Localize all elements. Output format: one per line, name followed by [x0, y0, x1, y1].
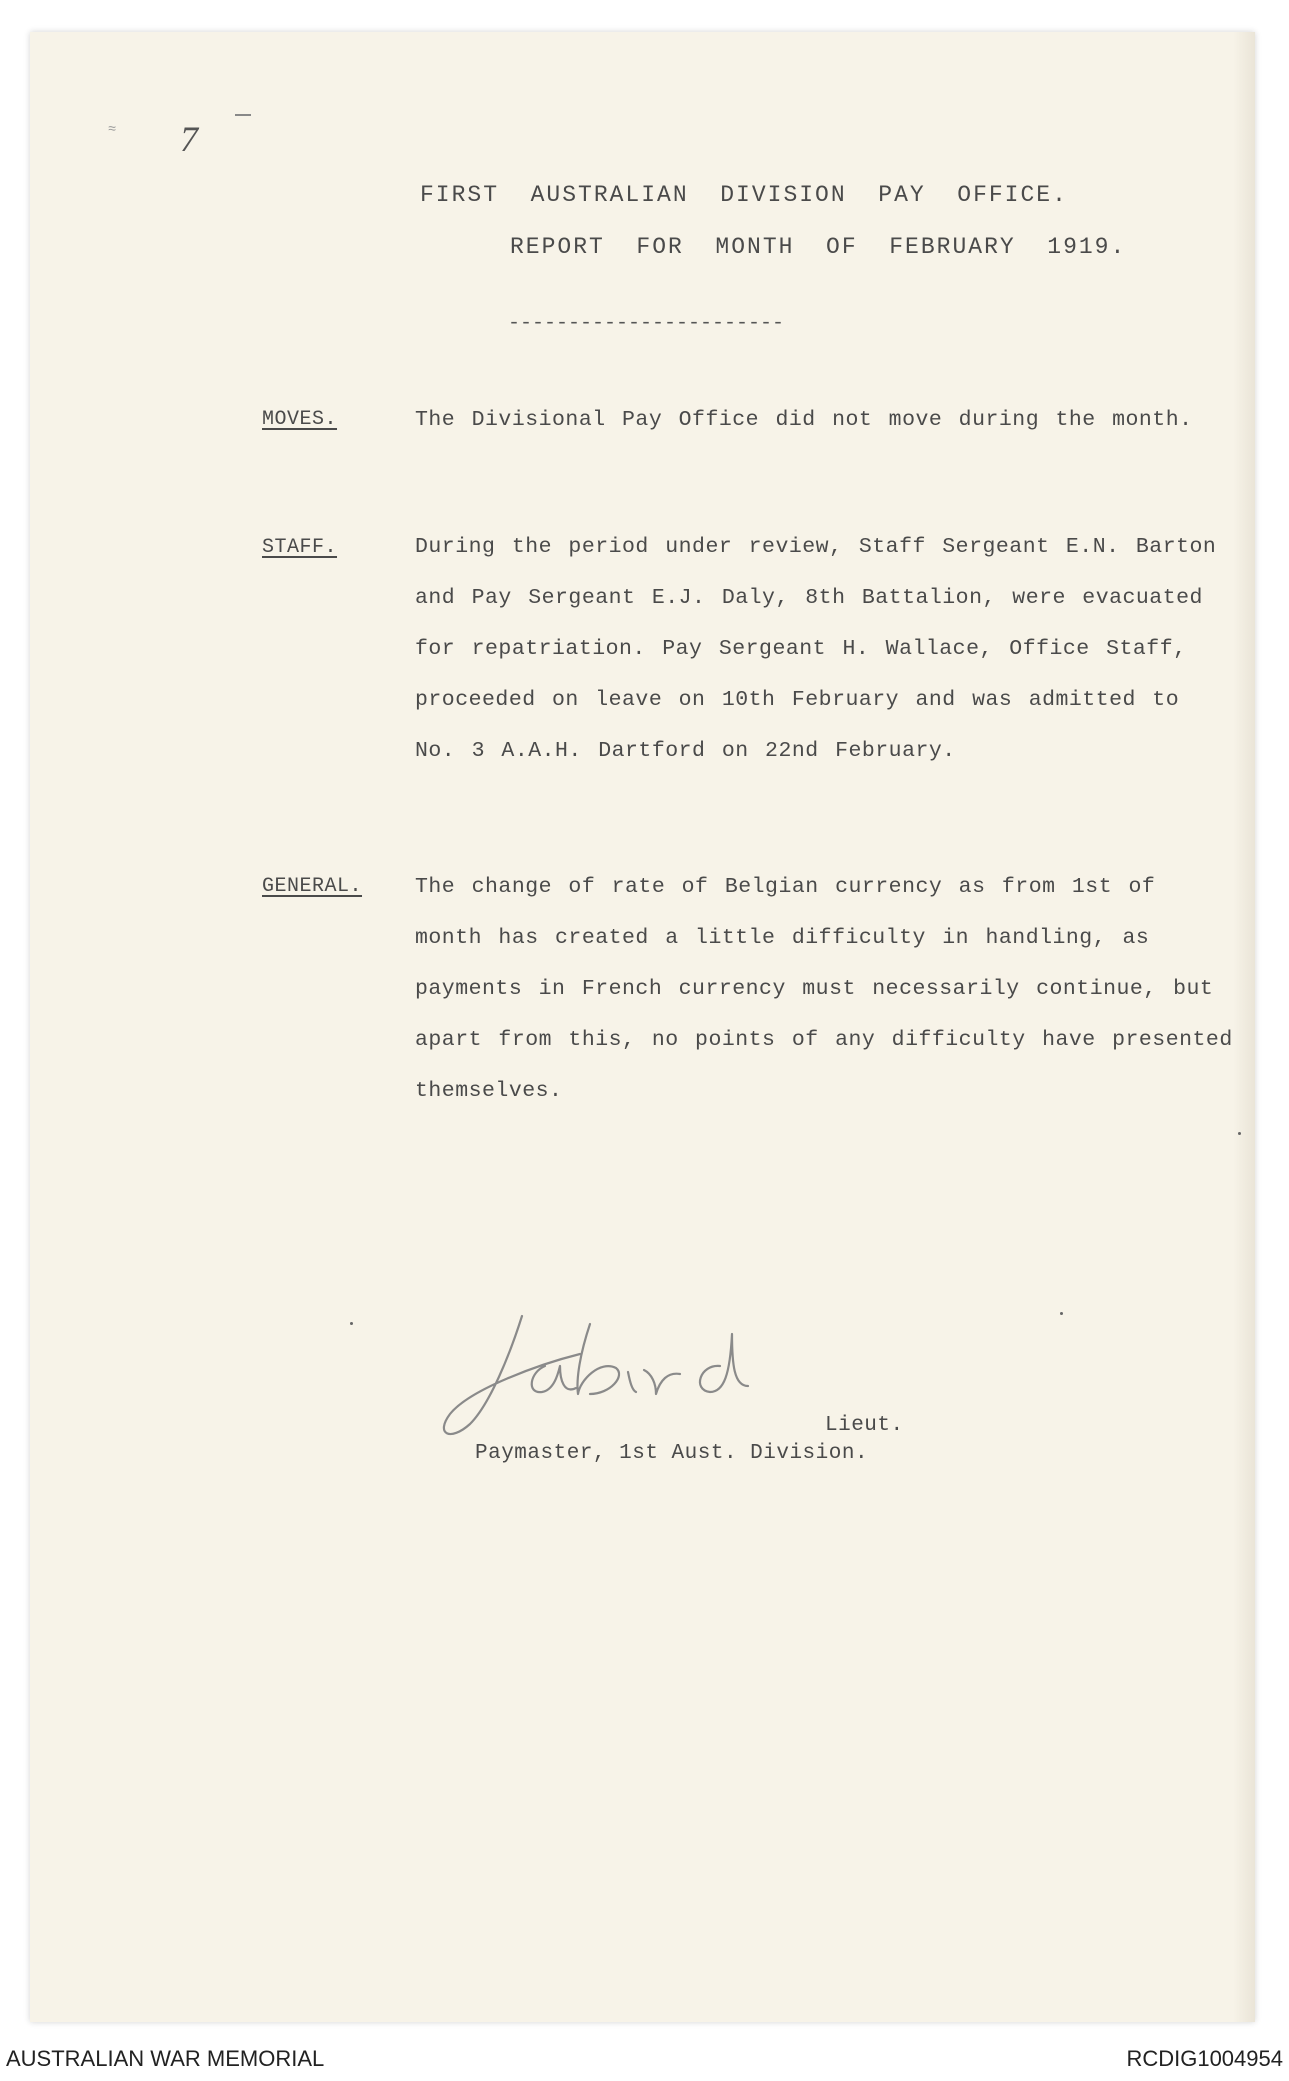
paper-speck: [350, 1322, 353, 1325]
section-text-staff: During the period under review, Staff Sergeant E.N. Barton and Pay Sergeant E.J. Daly, 8th Battalion, were evacuated for repatriation. Pay Sergeant H. Wallace, Office Staff, proceeded on leave on 10th February and was admitted to No. 3 A.A.H. Dartford on 22nd February.: [415, 535, 1217, 763]
title-rule: -----------------------: [508, 312, 785, 335]
margin-mark: ≈: [108, 122, 117, 138]
signature: [430, 1294, 830, 1454]
page-number-dash: [235, 114, 251, 116]
section-text-moves: The Divisional Pay Office did not move during the month.: [415, 408, 1193, 432]
paper-speck: [1238, 1132, 1241, 1135]
signatory-rank: Lieut.: [825, 1414, 904, 1437]
section-text-general: The change of rate of Belgian currency as from 1st of month has created a little difficulty in handling, as payments in French currency must necessarily continue, but apart from this, no points of any difficulty have presented themselves.: [415, 875, 1233, 1103]
page-number: 7: [180, 119, 198, 159]
document-title: FIRST AUSTRALIAN DIVISION PAY OFFICE.: [420, 182, 1068, 208]
section-heading-staff: STAFF.: [262, 536, 338, 559]
section-heading-moves: MOVES.: [262, 408, 338, 431]
footer-left-label: AUSTRALIAN WAR MEMORIAL: [6, 2046, 325, 2071]
document-page: [30, 32, 1255, 2022]
document-subtitle: REPORT FOR MONTH OF FEBRUARY 1919.: [510, 234, 1127, 260]
footer-right-label: RCDIG1004954: [1126, 2046, 1283, 2071]
paper-speck: [1060, 1312, 1063, 1315]
signatory-title: Paymaster, 1st Aust. Division.: [475, 1442, 869, 1465]
section-heading-general: GENERAL.: [262, 875, 363, 898]
page-edge-shading: [1233, 32, 1255, 2022]
